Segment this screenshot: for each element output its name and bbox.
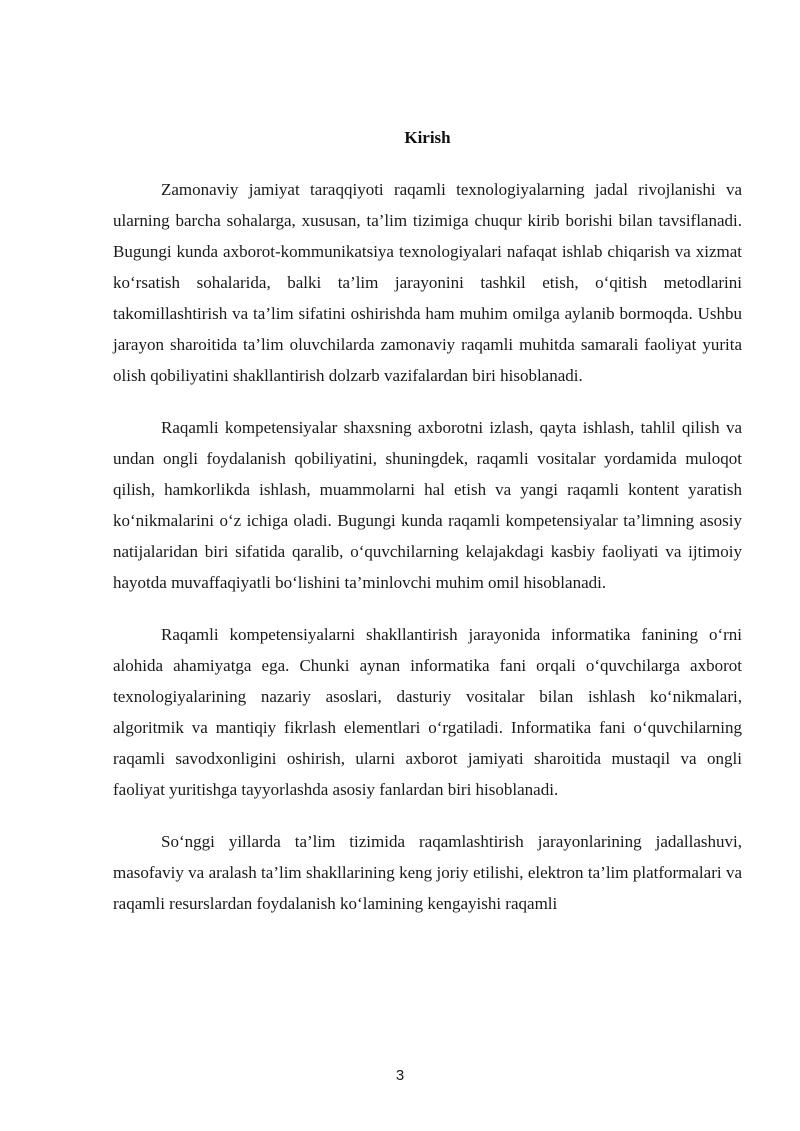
paragraph-1: Zamonaviy jamiyat taraqqiyoti raqamli texnologiyalarning jadal rivojlanishi va ularning barcha sohalarga, xususan, ta’lim tizimiga chuqur kirib borishi bilan tavsiflanadi. Bugungi kunda axborot-kommunikatsiya texnologiyalari nafaqat ishlab chiqarish va xizmat ko‘rsatish sohalarida, balki ta’lim jarayonini tashkil etish, o‘qitish metodlarini takomillashtirish va ta’lim sifatini oshirishda ham muhim omilga aylanib bormoqda. Ushbu jarayon sharoitida ta’lim oluvchilarda zamonaviy raqamli muhitda samarali faoliyat yurita olish qobiliyatini shakllantirish dolzarb vazifalardan biri hisoblanadi. (113, 180, 742, 385)
paragraph-2: Raqamli kompetensiyalar shaxsning axborotni izlash, qayta ishlash, tahlil qilish va undan ongli foydalanish qobiliyatini, shuningdek, raqamli vositalar yordamida muloqot qilish, hamkorlikda ishlash, muammolarni hal etish va yangi raqamli kontent yaratish ko‘nikmalarini o‘z ichiga oladi. Bugungi kunda raqamli kompetensiyalar ta’limning asosiy natijalaridan biri sifatida qaralib, o‘quvchilarning kelajakdagi kasbiy faoliyati va ijtimoiy hayotda muvaffaqiyatli bo‘lishini ta’minlovchi muhim omil hisoblanadi. (113, 418, 742, 592)
paragraph-3: Raqamli kompetensiyalarni shakllantirish jarayonida informatika fanining o‘rni alohida ahamiyatga ega. Chunki aynan informatika fani orqali o‘quvchilarga axborot texnologiyalarining nazariy asoslari, dasturiy vositalar bilan ishlash ko‘nikmalari, algoritmik va mantiqiy fikrlash elementlari o‘rgatiladi. Informatika fani o‘quvchilarning raqamli savodxonligini oshirish, ularni axborot jamiyati sharoitida mustaqil va ongli faoliyat yuritishga tayyorlashda asosiy fanlardan biri hisoblanadi. (113, 625, 742, 799)
body-text (113, 174, 742, 940)
page-number: 3 (395, 1067, 405, 1084)
section-title: Kirish (404, 128, 451, 147)
paragraph-4: So‘nggi yillarda ta’lim tizimida raqamlashtirish jarayonlarining jadallashuvi, masofaviy va aralash ta’lim shakllarining keng joriy etilishi, elektron ta’lim platformalari va raqamli resurslardan foydalanish ko‘lamining kengayishi raqamli (113, 832, 742, 913)
